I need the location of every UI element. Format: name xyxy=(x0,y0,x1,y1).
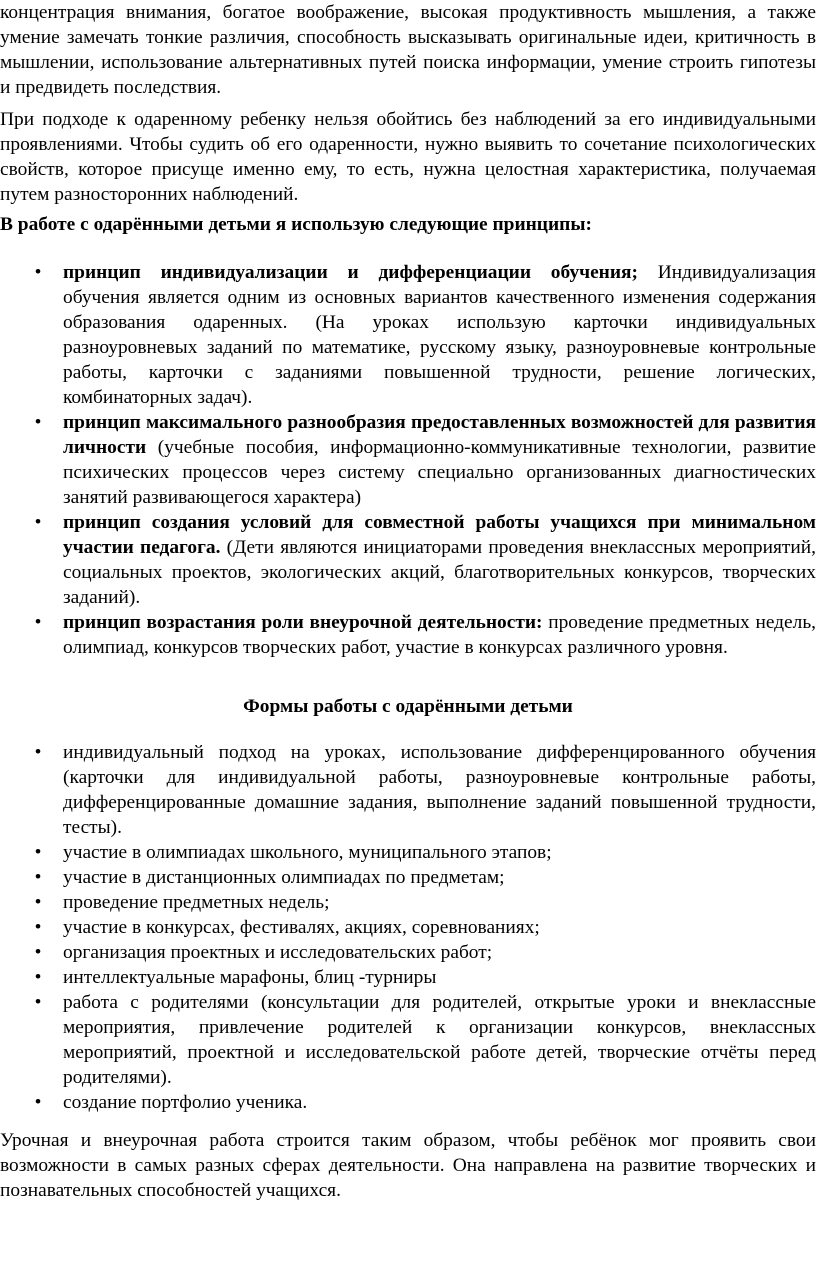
principle-text: (Дети являются инициаторами проведения внеклассных мероприятий, социальных проектов, экологических акций, благотворительных конкурсов, творческих заданий). xyxy=(63,537,816,608)
form-item xyxy=(0,1090,816,1115)
form-item-text: участие в конкурсах, фестивалях, акциях, соревнованиях; xyxy=(63,917,540,938)
bullet-icon: • xyxy=(34,742,42,763)
principle-text: Индивидуализация обучения является одним из основных вариантов качественного изменения содержания образования одаренных. (На уроках использую карточки индивидуальных разноуровневых заданий по математике, русскому языку, разноуровневые контрольные работы, карточки с заданиями повышенной трудности, решение логических, комбинаторных задач). xyxy=(63,262,816,408)
bullet-icon: • xyxy=(34,867,42,888)
form-item-text: организация проектных и исследовательских работ; xyxy=(63,942,493,963)
bullet-icon: • xyxy=(34,892,42,913)
form-item-text: участие в олимпиадах школьного, муниципального этапов; xyxy=(63,842,552,863)
form-item xyxy=(0,965,816,990)
form-item xyxy=(0,915,816,940)
bullet-icon: • xyxy=(34,967,42,988)
bullet-icon: • xyxy=(34,842,42,863)
form-item xyxy=(0,890,816,915)
form-item-text: интеллектуальные марафоны, блиц -турниры xyxy=(63,967,437,988)
form-item-text: индивидуальный подход на уроках, использование дифференцированного обучения (карточки для индивидуальной работы, разноуровневые контрольные работы, дифференцированные домашние задания, выполнение заданий повышенной трудности, тесты). xyxy=(63,742,816,838)
principle-item xyxy=(0,510,816,610)
form-item-text: работа с родителями (консультации для родителей, открытые уроки и внеклассные мероприятия, привлечение родителей к организации конкурсов, внеклассных мероприятий, проектной и исследовательской работе детей, творческие отчёты перед родителями). xyxy=(63,992,816,1088)
form-item xyxy=(0,990,816,1090)
bullet-icon: • xyxy=(34,942,42,963)
principle-title: принцип индивидуализации и дифференциации обучения; xyxy=(63,262,638,283)
conclusion-paragraph: Урочная и внеурочная работа строится таким образом, чтобы ребёнок мог проявить свои возможности в самых разных сферах деятельности. Она направлена на развитие творческих и познавательных способностей учащихся. xyxy=(0,1130,816,1201)
principles-list xyxy=(0,260,816,660)
principles-heading: В работе с одарёнными детьми я использую следующие принципы: xyxy=(0,214,592,235)
form-item xyxy=(0,865,816,890)
bullet-icon: • xyxy=(34,612,42,633)
form-item-text: участие в дистанционных олимпиадах по предметам; xyxy=(63,867,505,888)
form-item xyxy=(0,840,816,865)
form-item xyxy=(0,940,816,965)
form-item-text: проведение предметных недель; xyxy=(63,892,330,913)
intro-paragraph: концентрация внимания, богатое воображение, высокая продуктивность мышления, а также умение замечать тонкие различия, способность высказывать оригинальные идеи, критичность в мышлении, использование альтернативных путей поиска информации, умение строить гипотезы и предвидеть последствия. xyxy=(0,2,816,98)
principle-title: принцип максимального разнообразия предоставленных возможностей для развития личности xyxy=(63,412,816,458)
forms-list xyxy=(0,740,816,1115)
bullet-icon: • xyxy=(34,1092,42,1113)
principle-item xyxy=(0,610,816,660)
bullet-icon: • xyxy=(34,992,42,1013)
principle-title: принцип возрастания роли внеурочной деятельности: xyxy=(63,612,543,633)
bullet-icon: • xyxy=(34,262,42,283)
bullet-icon: • xyxy=(34,917,42,938)
bullet-icon: • xyxy=(34,512,42,533)
principle-item xyxy=(0,260,816,410)
forms-heading: Формы работы с одарёнными детьми xyxy=(243,696,573,717)
principle-text: проведение предметных недель, олимпиад, конкурсов творческих работ, участие в конкурсах различного уровня. xyxy=(63,612,816,658)
form-item-text: создание портфолио ученика. xyxy=(63,1092,308,1113)
principle-title: принцип создания условий для совместной работы учащихся при минимальном участии педагога. xyxy=(63,512,816,558)
bullet-icon: • xyxy=(34,412,42,433)
form-item xyxy=(0,740,816,840)
principle-item xyxy=(0,410,816,510)
principle-text: (учебные пособия, информационно-коммуникативные технологии, развитие психических процессов через систему специально организованных диагностических занятий развивающегося характера) xyxy=(63,437,816,508)
approach-paragraph: При подходе к одаренному ребенку нельзя обойтись без наблюдений за его индивидуальными проявлениями. Чтобы судить об его одаренности, нужно выявить то сочетание психологических свойств, которое присуще именно ему, то есть, нужна целостная характеристика, получаемая путем разносторонних наблюдений. xyxy=(0,109,816,205)
